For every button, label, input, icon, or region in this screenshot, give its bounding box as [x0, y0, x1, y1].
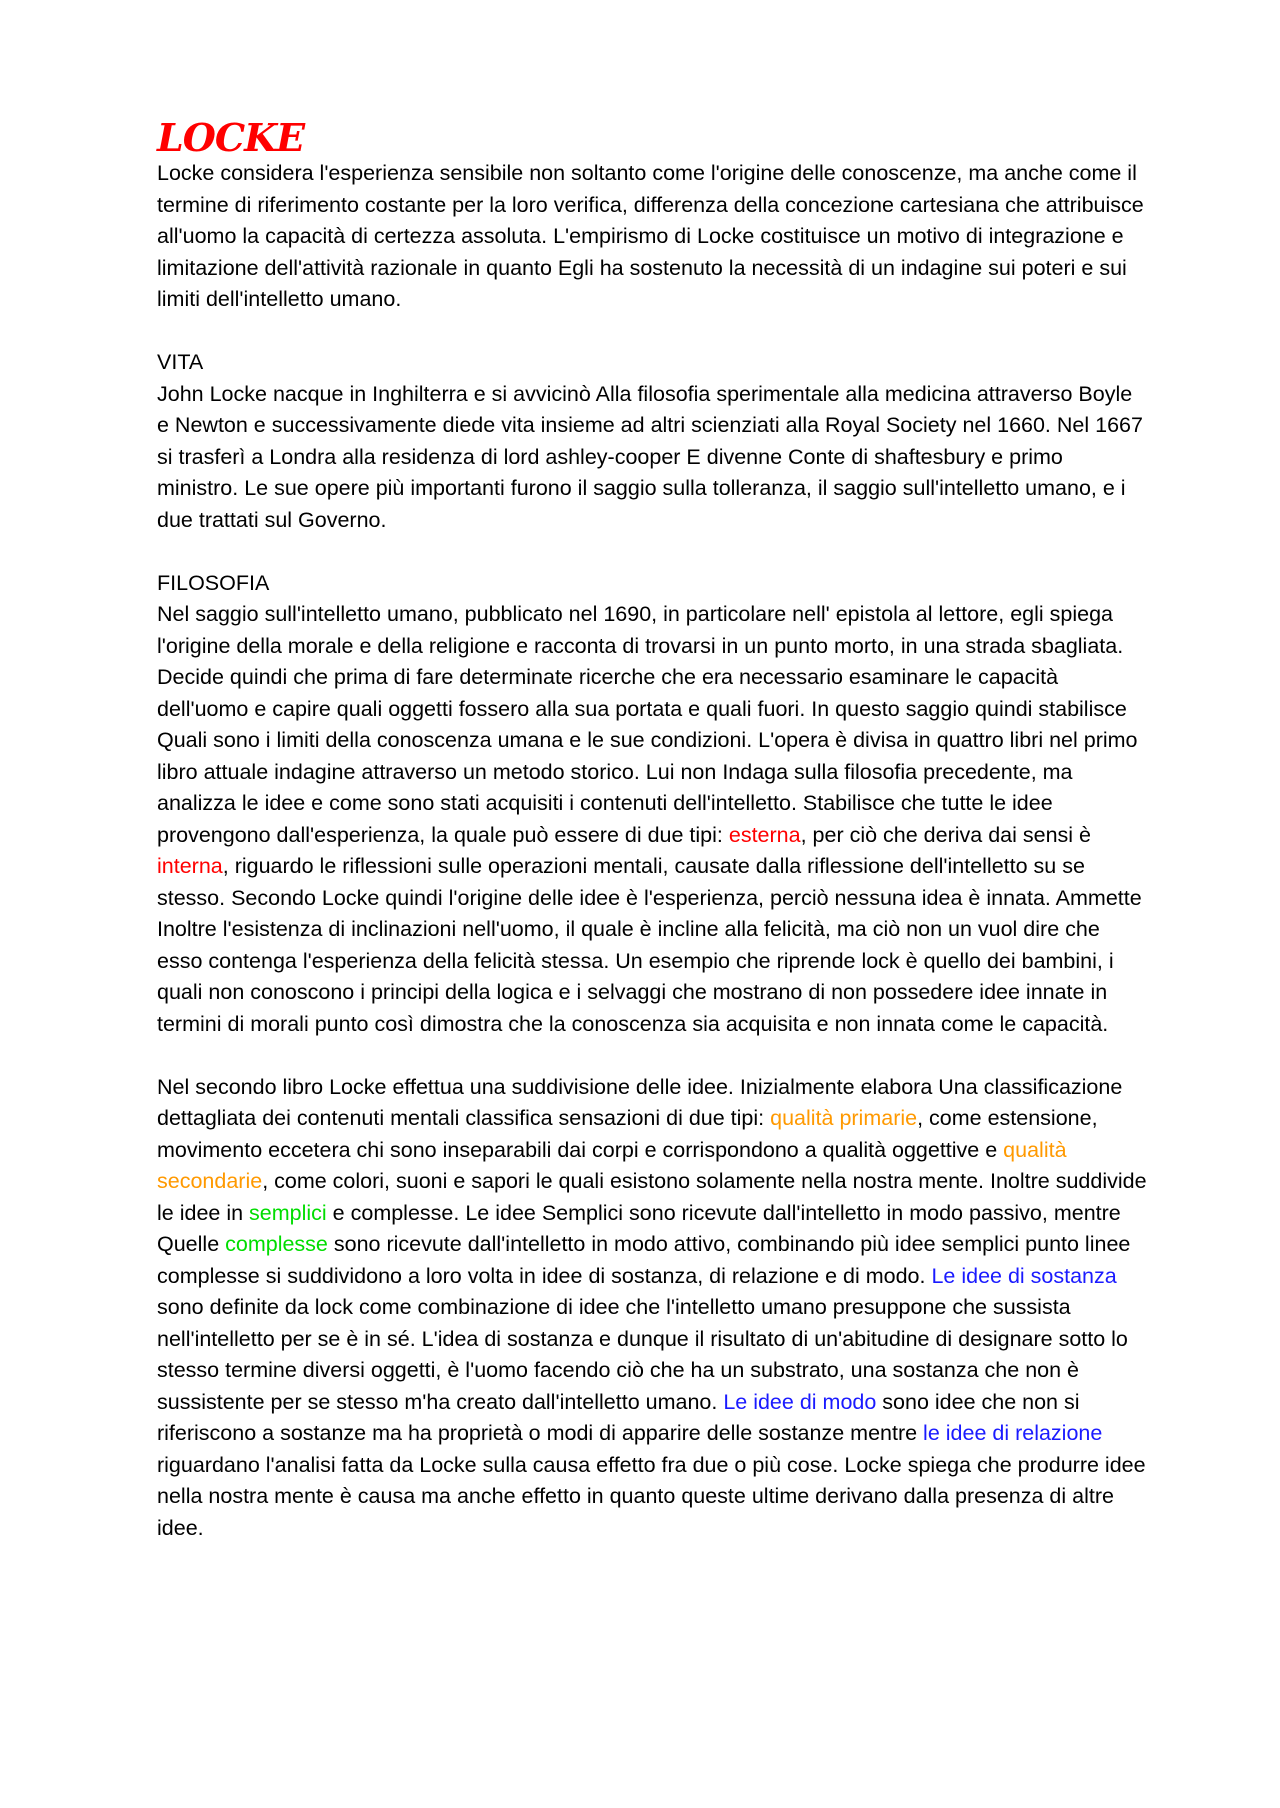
text-run: Nel saggio sull'intelletto umano, pubblicato nel 1690, in particolare nell' epistola al lettore, egli spiega l'origine della morale e della religione e racconta di trovarsi in un punto morto, in una strada sbagliata. Decide quindi che prima di fare determinate ricerche che era necessario esaminare le capacità dell'uomo e capire quali oggetti fossero alla sua portata e quali fuori. In questo saggio quindi stabilisce Quali sono i limiti della conoscenza umana e le sue condizioni. L'opera è divisa in quattro libri nel primo libro attuale indagine attraverso un metodo storico. Lui non Indaga sulla filosofia precedente, ma analizza le idee e come sono stati acquisiti i contenuti dell'intelletto. Stabilisce che tutte le idee provengono dall'esperienza, la quale può essere di due tipi: [157, 602, 1138, 847]
highlight-complesse: complesse [225, 1232, 328, 1256]
vita-paragraph: John Locke nacque in Inghilterra e si avvicinò Alla filosofia sperimentale alla medicina attraverso Boyle e Newton e successivamente diede vita insieme ad altri scienziati alla Royal Society nel 1660. Nel 1667 si trasferì a Londra alla residenza di lord ashley-cooper E divenne Conte di shaftesbury e primo ministro. Le sue opere più importanti furono il saggio sulla tolleranza, il saggio sull'intelletto umano, e i due trattati sul Governo. [157, 381, 1143, 532]
spacer [157, 536, 1147, 568]
text-run: , come estensione, movimento eccetera chi sono inseparabili dai corpi e corrispondono a qualità oggettive e [157, 1106, 1098, 1162]
text-run: , riguardo le riflessioni sulle operazioni mentali, causate dalla riflessione dell'intelletto su se stesso. Secondo Locke quindi l'origine delle idee è l'esperienza, perciò nessuna idea è innata. Ammette Inoltre l'esistenza di inclinazioni nell'uomo, il quale è incline alla felicità, ma ciò non un vuol dire che esso contenga l'esperienza della felicità stessa. Un esempio che riprende lock è quello dei bambini, i quali non conoscono i principi della logica e i selvaggi che mostrano di non possedere idee innate in termini di morali punto così dimostra che la conoscenza sia acquisita e non innata come le capacità. [157, 854, 1142, 1036]
vita-heading: VITA [157, 350, 204, 374]
spacer [157, 316, 1147, 348]
text-run: e complesse. Le idee Semplici sono ricevute dall'intelletto in modo passivo, mentre Quelle [157, 1200, 1121, 1256]
text-run: sono idee che non si riferiscono a sostanze ma ha proprietà o modi di apparire delle sostanze mentre [157, 1389, 1080, 1445]
highlight-semplici: semplici [249, 1200, 327, 1225]
highlight-qualita-primarie: qualità primarie [770, 1106, 918, 1130]
highlight-idee-modo: Le idee di modo [723, 1389, 877, 1414]
text-run: , per ciò che deriva dai sensi è [800, 822, 1092, 847]
text-run: Nel secondo libro Locke effettua una suddivisione delle idee. Inizialmente elabora Una classificazione dettagliata dei contenuti mentali classifica sensazioni di due tipi: [157, 1074, 1123, 1130]
document-page [157, 115, 1147, 1544]
intro-paragraph: Locke considera l'esperienza sensibile non soltanto come l'origine delle conoscenze, ma anche come il termine di riferimento costante per la loro verifica, differenza della concezione cartesiana che attribuisce all'uomo la capacità di certezza assoluta. L'empirismo di Locke costituisce un motivo di integrazione e limitazione dell'attività razionale in quanto Egli ha sostenuto la necessità di un indagine sui poteri e sui limiti dell'intelletto umano. [157, 161, 1144, 311]
highlight-qualita-secondarie: qualità secondarie [157, 1137, 1067, 1193]
highlight-idee-sostanza: Le idee di sostanza [931, 1263, 1117, 1288]
spacer [157, 1040, 1147, 1072]
page-title: LOCKE [157, 115, 305, 160]
highlight-interna: interna [157, 854, 223, 878]
text-run: , come colori, suoni e sapori le quali esistono solamente nella nostra mente. Inoltre suddivide le idee in [157, 1169, 1147, 1225]
filosofia-heading: FILOSOFIA [157, 570, 270, 595]
filosofia-paragraph-2 [157, 1072, 1147, 1545]
filosofia-paragraph-1 [157, 599, 1147, 1040]
highlight-esterna: esterna [728, 822, 801, 847]
text-run: riguardano l'analisi fatta da Locke sulla causa effetto fra due o più cose. Locke spiega che produrre idee nella nostra mente è causa ma anche effetto in quanto queste ultime derivano dalla presenza di altre idee. [157, 1452, 1146, 1540]
highlight-idee-relazione: le idee di relazione [923, 1421, 1103, 1445]
text-run: sono ricevute dall'intelletto in modo attivo, combinando più idee semplici punto linee complesse si suddividono a loro volta in idee di sostanza, di relazione e di modo. [157, 1232, 1131, 1288]
text-run: sono definite da lock come combinazione di idee che l'intelletto umano presuppone che sussista nell'intelletto per se è in sé. L'idea di sostanza e dunque il risultato di un'abitudine di designare sotto lo stesso termine diversi oggetti, è l'uomo facendo ciò che ha un substrato, una sostanza che non è sussistente per se stesso m'ha creato dall'intelletto umano. [157, 1295, 1128, 1414]
